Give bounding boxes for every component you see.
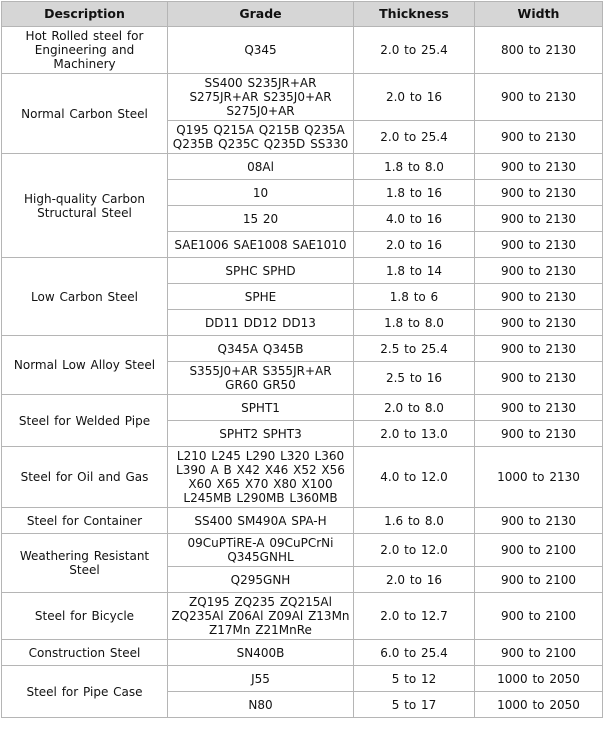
grade-cell: 10 [168,180,354,206]
table-row [2,508,603,534]
description-cell: Steel for Bicycle [2,593,168,640]
header-grade: Grade [168,2,354,27]
thickness-cell: 5 to 17 [354,692,475,718]
description-cell: Hot Rolled steel for Engineering and Machinery [2,27,168,74]
thickness-cell: 1.6 to 8.0 [354,508,475,534]
thickness-cell: 2.0 to 13.0 [354,421,475,447]
width-cell: 900 to 2130 [475,180,603,206]
grade-cell: 09CuPTiRE-A 09CuPCrNi Q345GNHL [168,534,354,567]
width-cell: 800 to 2130 [475,27,603,74]
thickness-cell: 2.5 to 25.4 [354,336,475,362]
header-thickness: Thickness [354,2,475,27]
table-row [2,666,603,692]
table-row [2,258,603,284]
thickness-cell: 2.0 to 12.0 [354,534,475,567]
width-cell: 900 to 2100 [475,593,603,640]
thickness-cell: 2.0 to 16 [354,74,475,121]
thickness-cell: 2.0 to 16 [354,232,475,258]
width-cell: 1000 to 2050 [475,666,603,692]
width-cell: 900 to 2130 [475,421,603,447]
table-row [2,447,603,508]
grade-cell: Q295GNH [168,567,354,593]
width-cell: 900 to 2130 [475,508,603,534]
grade-cell: SPHE [168,284,354,310]
header-row [2,2,603,27]
grade-cell: SPHC SPHD [168,258,354,284]
description-cell: Normal Carbon Steel [2,74,168,154]
grade-cell: N80 [168,692,354,718]
grade-cell: SS400 S235JR+AR S275JR+AR S235J0+AR S275J0+AR [168,74,354,121]
thickness-cell: 6.0 to 25.4 [354,640,475,666]
thickness-cell: 2.0 to 16 [354,567,475,593]
width-cell: 900 to 2100 [475,640,603,666]
table-row [2,27,603,74]
width-cell: 900 to 2130 [475,362,603,395]
thickness-cell: 1.8 to 8.0 [354,154,475,180]
table-header [2,2,603,27]
thickness-cell: 4.0 to 12.0 [354,447,475,508]
thickness-cell: 2.0 to 12.7 [354,593,475,640]
steel-grade-table [1,1,603,718]
thickness-cell: 1.8 to 6 [354,284,475,310]
grade-cell: SN400B [168,640,354,666]
thickness-cell: 5 to 12 [354,666,475,692]
width-cell: 900 to 2130 [475,258,603,284]
grade-cell: 08Al [168,154,354,180]
description-cell: Steel for Oil and Gas [2,447,168,508]
width-cell: 900 to 2100 [475,567,603,593]
table-row [2,640,603,666]
table-body [2,27,603,718]
grade-cell: SPHT1 [168,395,354,421]
thickness-cell: 2.0 to 8.0 [354,395,475,421]
table-row [2,74,603,121]
width-cell: 900 to 2130 [475,284,603,310]
thickness-cell: 1.8 to 16 [354,180,475,206]
table-row [2,395,603,421]
width-cell: 900 to 2100 [475,534,603,567]
width-cell: 900 to 2130 [475,310,603,336]
header-description: Description [2,2,168,27]
grade-cell: Q345 [168,27,354,74]
grade-cell: J55 [168,666,354,692]
grade-cell: S355J0+AR S355JR+AR GR60 GR50 [168,362,354,395]
thickness-cell: 2.5 to 16 [354,362,475,395]
description-cell: Low Carbon Steel [2,258,168,336]
width-cell: 900 to 2130 [475,74,603,121]
width-cell: 1000 to 2130 [475,447,603,508]
width-cell: 900 to 2130 [475,336,603,362]
description-cell: High-quality Carbon Structural Steel [2,154,168,258]
width-cell: 900 to 2130 [475,154,603,180]
header-width: Width [475,2,603,27]
table-row [2,336,603,362]
description-cell: Construction Steel [2,640,168,666]
width-cell: 900 to 2130 [475,395,603,421]
grade-cell: Q345A Q345B [168,336,354,362]
thickness-cell: 2.0 to 25.4 [354,121,475,154]
width-cell: 900 to 2130 [475,232,603,258]
description-cell: Weathering Resistant Steel [2,534,168,593]
grade-cell: Q195 Q215A Q215B Q235A Q235B Q235C Q235D SS330 [168,121,354,154]
grade-cell: ZQ195 ZQ235 ZQ215Al ZQ235Al Z06Al Z09Al Z13Mn Z17Mn Z21MnRe [168,593,354,640]
thickness-cell: 1.8 to 8.0 [354,310,475,336]
width-cell: 900 to 2130 [475,121,603,154]
thickness-cell: 2.0 to 25.4 [354,27,475,74]
width-cell: 1000 to 2050 [475,692,603,718]
description-cell: Steel for Pipe Case [2,666,168,718]
grade-cell: L210 L245 L290 L320 L360 L390 A B X42 X46 X52 X56 X60 X65 X70 X80 X100 L245MB L290MB L360MB [168,447,354,508]
description-cell: Steel for Welded Pipe [2,395,168,447]
grade-cell: 15 20 [168,206,354,232]
description-cell: Steel for Container [2,508,168,534]
thickness-cell: 4.0 to 16 [354,206,475,232]
grade-cell: DD11 DD12 DD13 [168,310,354,336]
thickness-cell: 1.8 to 14 [354,258,475,284]
table-row [2,534,603,567]
width-cell: 900 to 2130 [475,206,603,232]
description-cell: Normal Low Alloy Steel [2,336,168,395]
table-row [2,154,603,180]
grade-cell: SAE1006 SAE1008 SAE1010 [168,232,354,258]
grade-cell: SPHT2 SPHT3 [168,421,354,447]
table-row [2,593,603,640]
grade-cell: SS400 SM490A SPA-H [168,508,354,534]
